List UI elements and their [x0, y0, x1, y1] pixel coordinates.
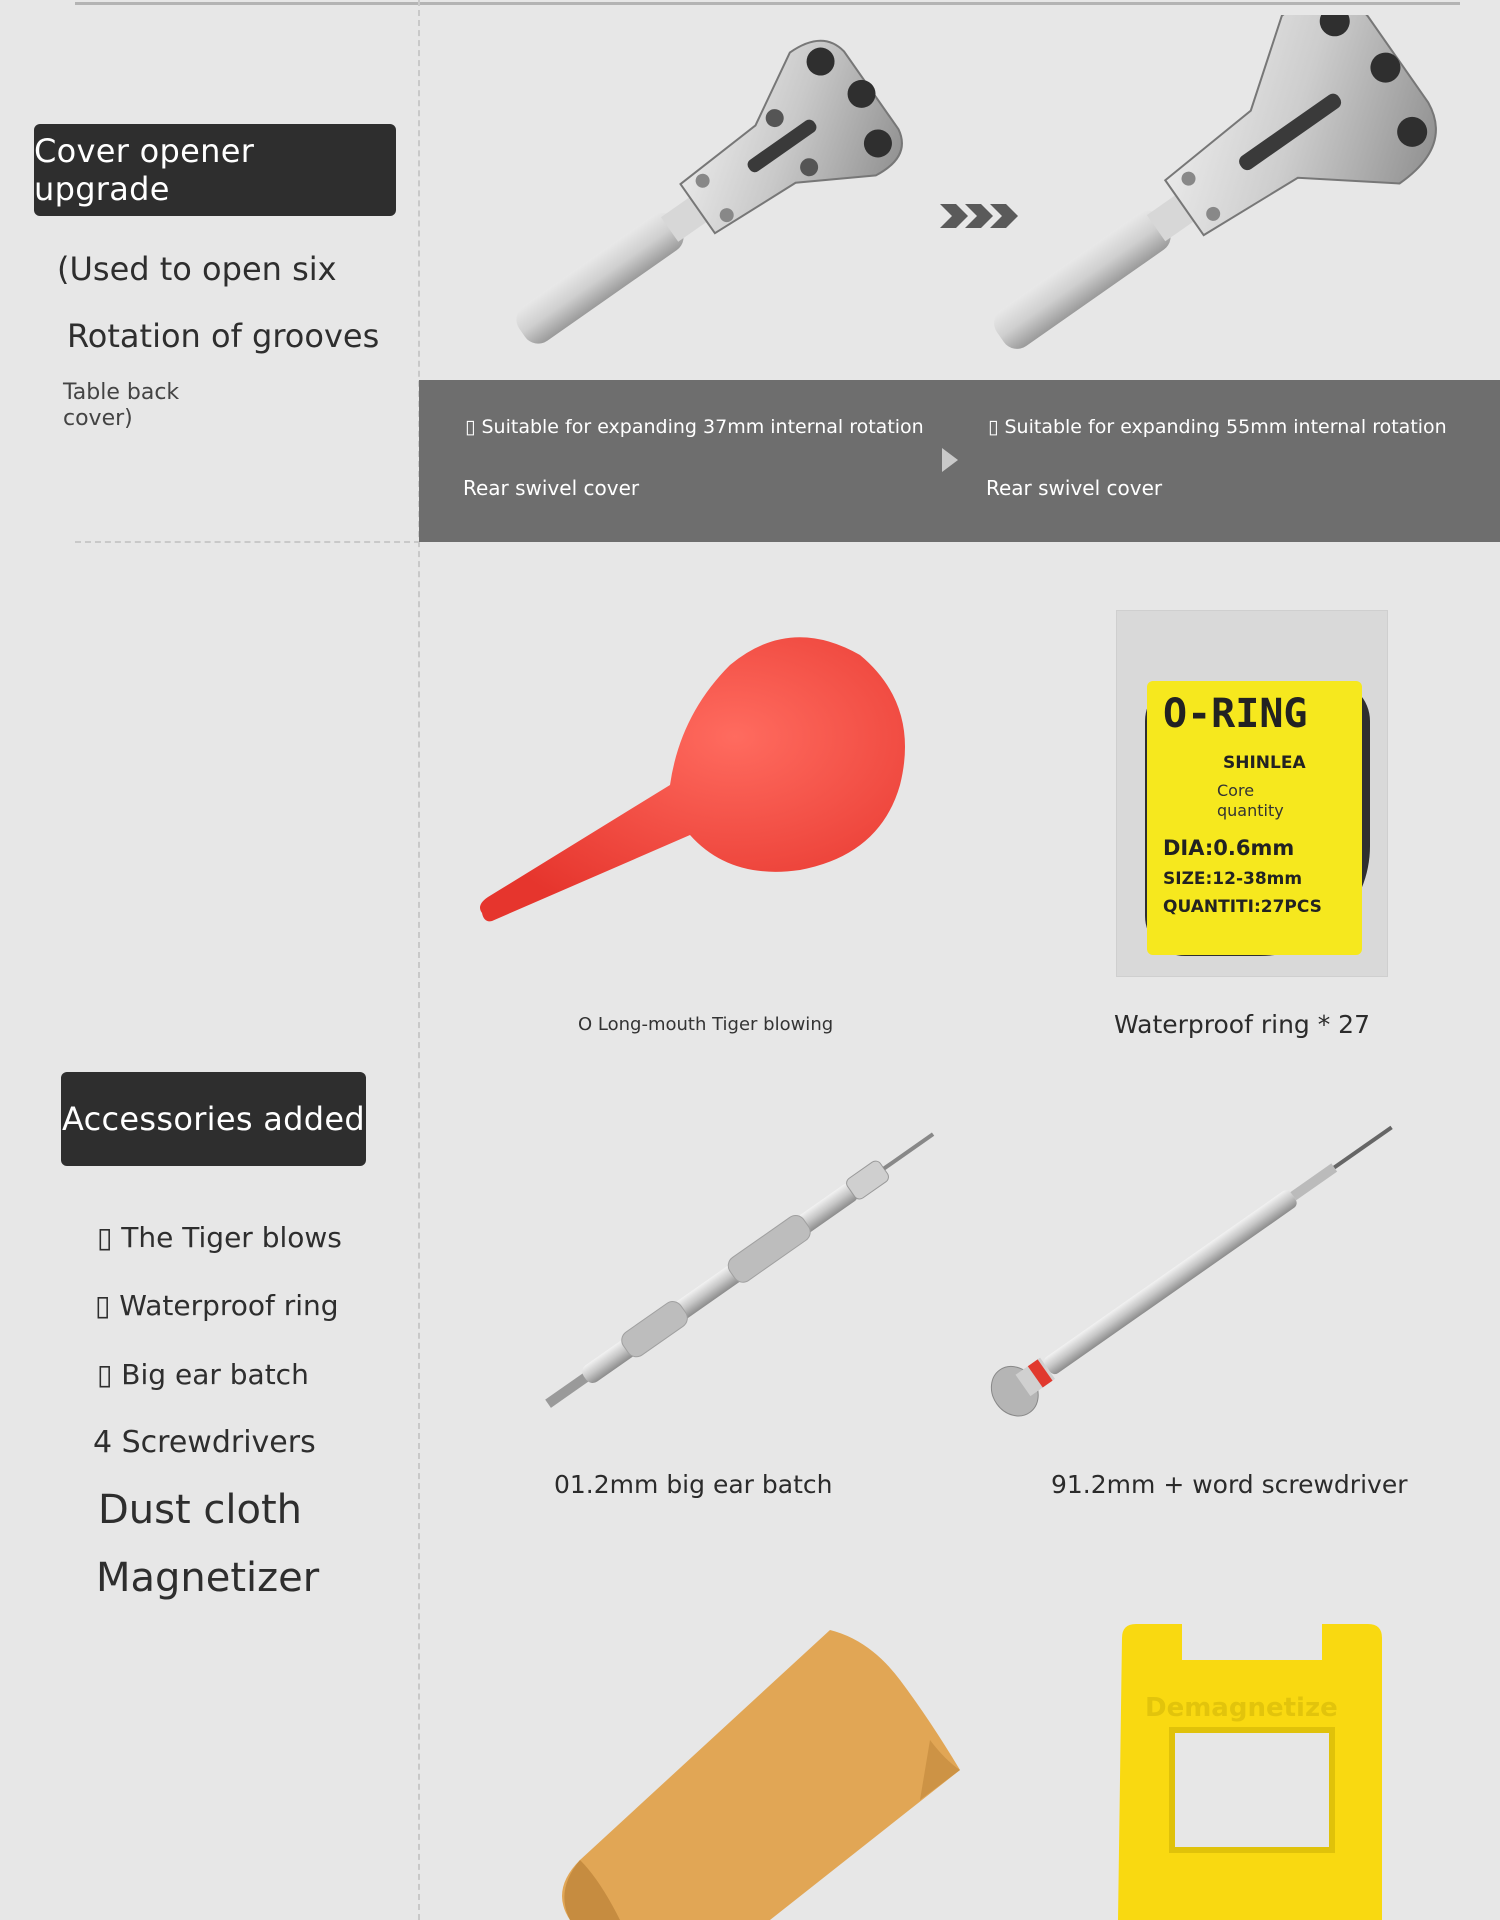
accessory-item-magnetizer: Magnetizer [96, 1555, 320, 1601]
blower-caption: O Long-mouth Tiger blowing [578, 1014, 834, 1035]
description-line-1: (Used to open six [57, 250, 337, 288]
top-divider [75, 2, 1460, 5]
oring-size: SIZE:12-38mm [1163, 869, 1303, 889]
oring-dia: DIA:0.6mm [1163, 836, 1295, 860]
accessories-added-label: Accessories added [61, 1100, 366, 1138]
spec-left-title: ▯ Suitable for expanding 37mm internal rotation [465, 416, 924, 438]
description-line-4: cover) [63, 406, 133, 431]
case-opener-37mm-image [460, 30, 940, 360]
accessory-item-tiger-blower: ▯ The Tiger blows [97, 1221, 342, 1254]
screwdriver-caption: 91.2mm + word screwdriver [1051, 1470, 1408, 1499]
accessory-item-dust-cloth: Dust cloth [98, 1487, 303, 1533]
accessories-added-tag [61, 1072, 366, 1166]
spec-left-subtitle: Rear swivel cover [463, 476, 640, 500]
ear-batch-caption: 01.2mm big ear batch [554, 1470, 833, 1499]
dust-cloth-image [540, 1620, 960, 1920]
spring-bar-tool-image [470, 1105, 990, 1455]
oring-core-label: Core [1217, 781, 1255, 800]
spec-right-title: ▯ Suitable for expanding 55mm internal rotation [988, 416, 1447, 438]
oring-package-image [1116, 610, 1388, 977]
oring-label-card [1147, 681, 1362, 955]
oring-brand: SHINLEA [1223, 753, 1306, 773]
section-divider [75, 541, 420, 543]
accessory-item-ear-batch: ▯ Big ear batch [97, 1358, 309, 1391]
demagnetizer-label: Demagnetize [1145, 1693, 1338, 1723]
blower-bulb-image [470, 625, 910, 935]
triangle-arrow-icon [940, 447, 960, 473]
description-line-3: Table back [63, 380, 180, 405]
spec-right-subtitle: Rear swivel cover [986, 476, 1163, 500]
oring-title: O-RING [1163, 691, 1308, 737]
column-divider [418, 0, 420, 1920]
accessory-item-screwdrivers: 4 Screwdrivers [93, 1425, 316, 1460]
description-line-2: Rotation of grooves [67, 317, 380, 355]
case-opener-55mm-image [930, 15, 1470, 365]
cover-opener-upgrade-tag [34, 124, 396, 216]
screwdriver-image [945, 1100, 1445, 1430]
oring-qty: QUANTITI:27PCS [1163, 897, 1322, 917]
accessory-item-waterproof-ring: ▯ Waterproof ring [95, 1289, 339, 1322]
waterproof-caption: Waterproof ring * 27 [1114, 1010, 1370, 1039]
oring-quantity-label: quantity [1217, 801, 1284, 820]
cover-opener-upgrade-label: Cover opener upgrade [34, 132, 255, 208]
demagnetizer-image [1112, 1620, 1392, 1920]
